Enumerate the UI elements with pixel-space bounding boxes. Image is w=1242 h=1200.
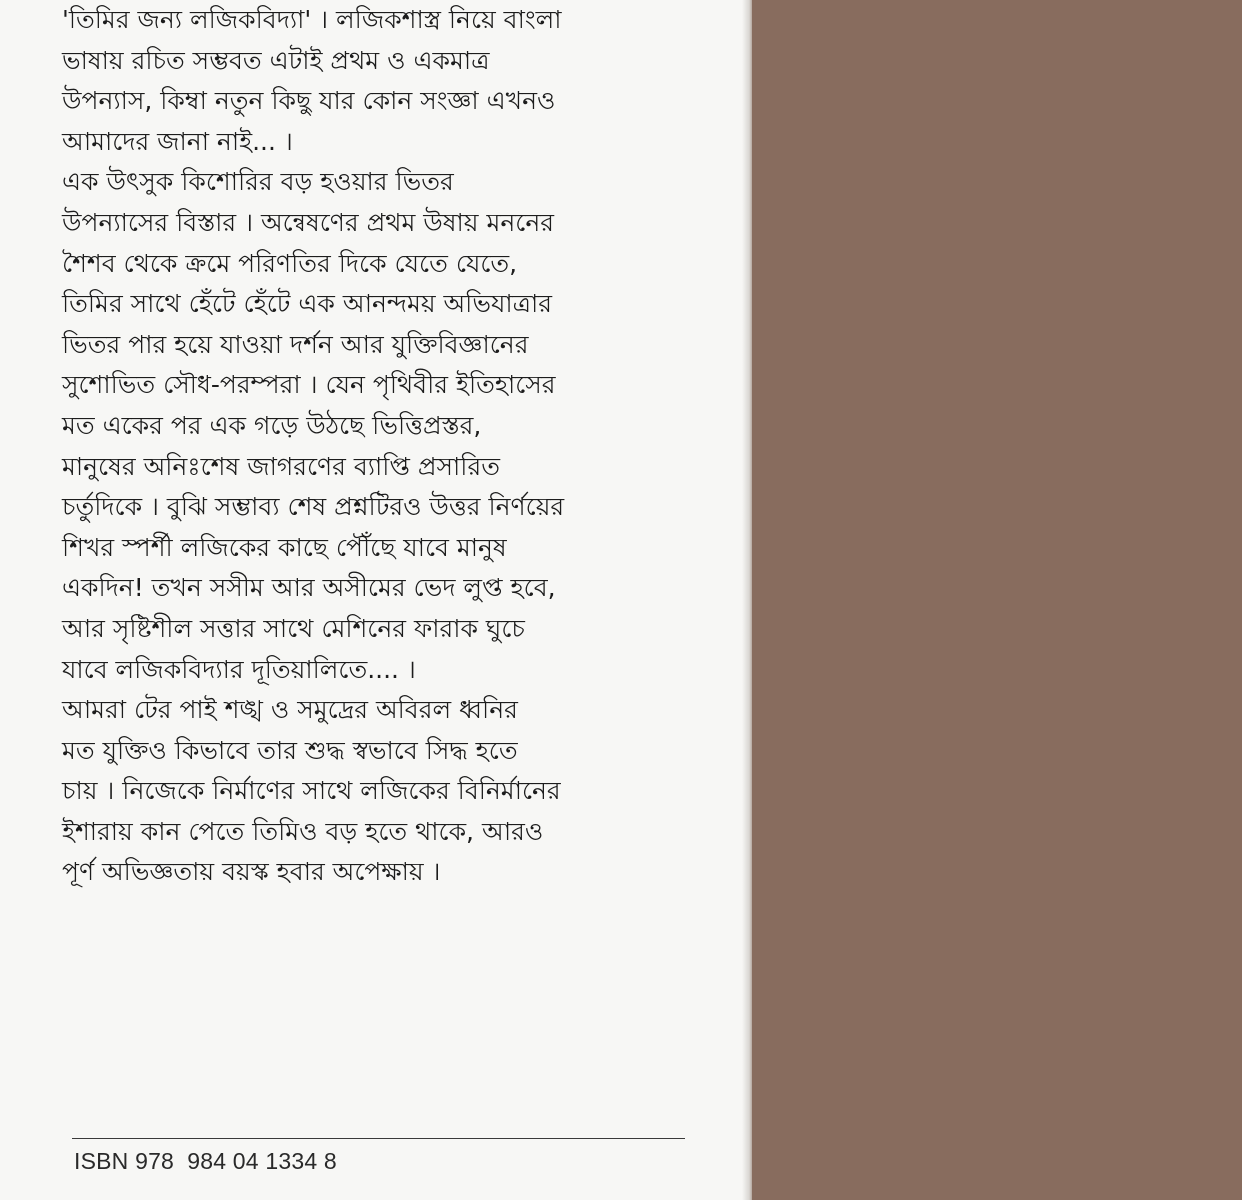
- blurb-line: ভাষায় রচিত সম্ভবত এটাই প্রথম ও একমাত্র: [62, 45, 490, 75]
- blurb-line: তিমির সাথে হেঁটে হেঁটে এক আনন্দময় অভিযাত্রার: [62, 289, 552, 319]
- blurb-line: এক উৎসুক কিশোরির বড় হওয়ার ভিতর: [62, 167, 454, 197]
- blurb-line: আর সৃষ্টিশীল সত্তার সাথে মেশিনের ফারাক ঘুচে: [62, 613, 525, 643]
- blurb-line: যাবে লজিকবিদ্যার দূতিয়ালিতে.... ।: [62, 654, 416, 684]
- blurb-line: ভিতর পার হয়ে যাওয়া দর্শন আর যুক্তিবিজ্ঞানের: [62, 329, 529, 359]
- blurb-line: উপন্যাসের বিস্তার । অন্বেষণের প্রথম উষায় মননের: [62, 207, 554, 237]
- blurb-line: 'তিমির জন্য লজিকবিদ্যা' । লজিকশাস্ত্র নিয়ে বাংলা: [62, 5, 562, 34]
- blurb-line: সুশোভিত সৌধ-পরম্পরা । যেন পৃথিবীর ইতিহাসের: [62, 370, 556, 400]
- blurb-text: [62, 0, 692, 893]
- blurb-line: একদিন! তখন সসীম আর অসীমের ভেদ লুপ্ত হবে,: [62, 573, 556, 603]
- isbn-divider: [72, 1138, 685, 1139]
- brown-cover-panel: [752, 0, 1242, 1200]
- blurb-line: পূর্ণ অভিজ্ঞতায় বয়স্ক হবার অপেক্ষায় ।: [62, 857, 441, 887]
- isbn-number: ISBN 978 984 04 1334 8: [74, 1148, 337, 1174]
- blurb-line: চর্তুদিকে । বুঝি সম্ভাব্য শেষ প্রশ্নটিরও উত্তর নির্ণয়ের: [62, 492, 565, 522]
- blurb-line: মানুষের অনিঃশেষ জাগরণের ব্যাপ্তি প্রসারিত: [62, 451, 500, 481]
- blurb-line: ইশারায় কান পেতে তিমিও বড় হতে থাকে, আরও: [62, 816, 544, 846]
- blurb-line: মত একের পর এক গড়ে উঠছে ভিত্তিপ্রস্তর,: [62, 410, 482, 440]
- blurb-line: চায় । নিজেকে নির্মাণের সাথে লজিকের বিনির্মানের: [62, 776, 561, 806]
- blurb-line: মত যুক্তিও কিভাবে তার শুদ্ধ স্বভাবে সিদ্ধ হতে: [62, 735, 518, 765]
- blurb-line: উপন্যাস, কিম্বা নতুন কিছু যার কোন সংজ্ঞা এখনও: [62, 86, 556, 116]
- blurb-line: আমাদের জানা নাই... ।: [62, 126, 293, 156]
- blurb-line: আমরা টের পাই শঙ্খ ও সমুদ্রের অবিরল ধ্বনির: [62, 695, 518, 725]
- blurb-line: শিখর স্পর্শী লজিকের কাছে পৌঁছে যাবে মানুষ: [62, 532, 507, 562]
- blurb-line: শৈশব থেকে ক্রমে পরিণতির দিকে যেতে যেতে,: [62, 248, 518, 278]
